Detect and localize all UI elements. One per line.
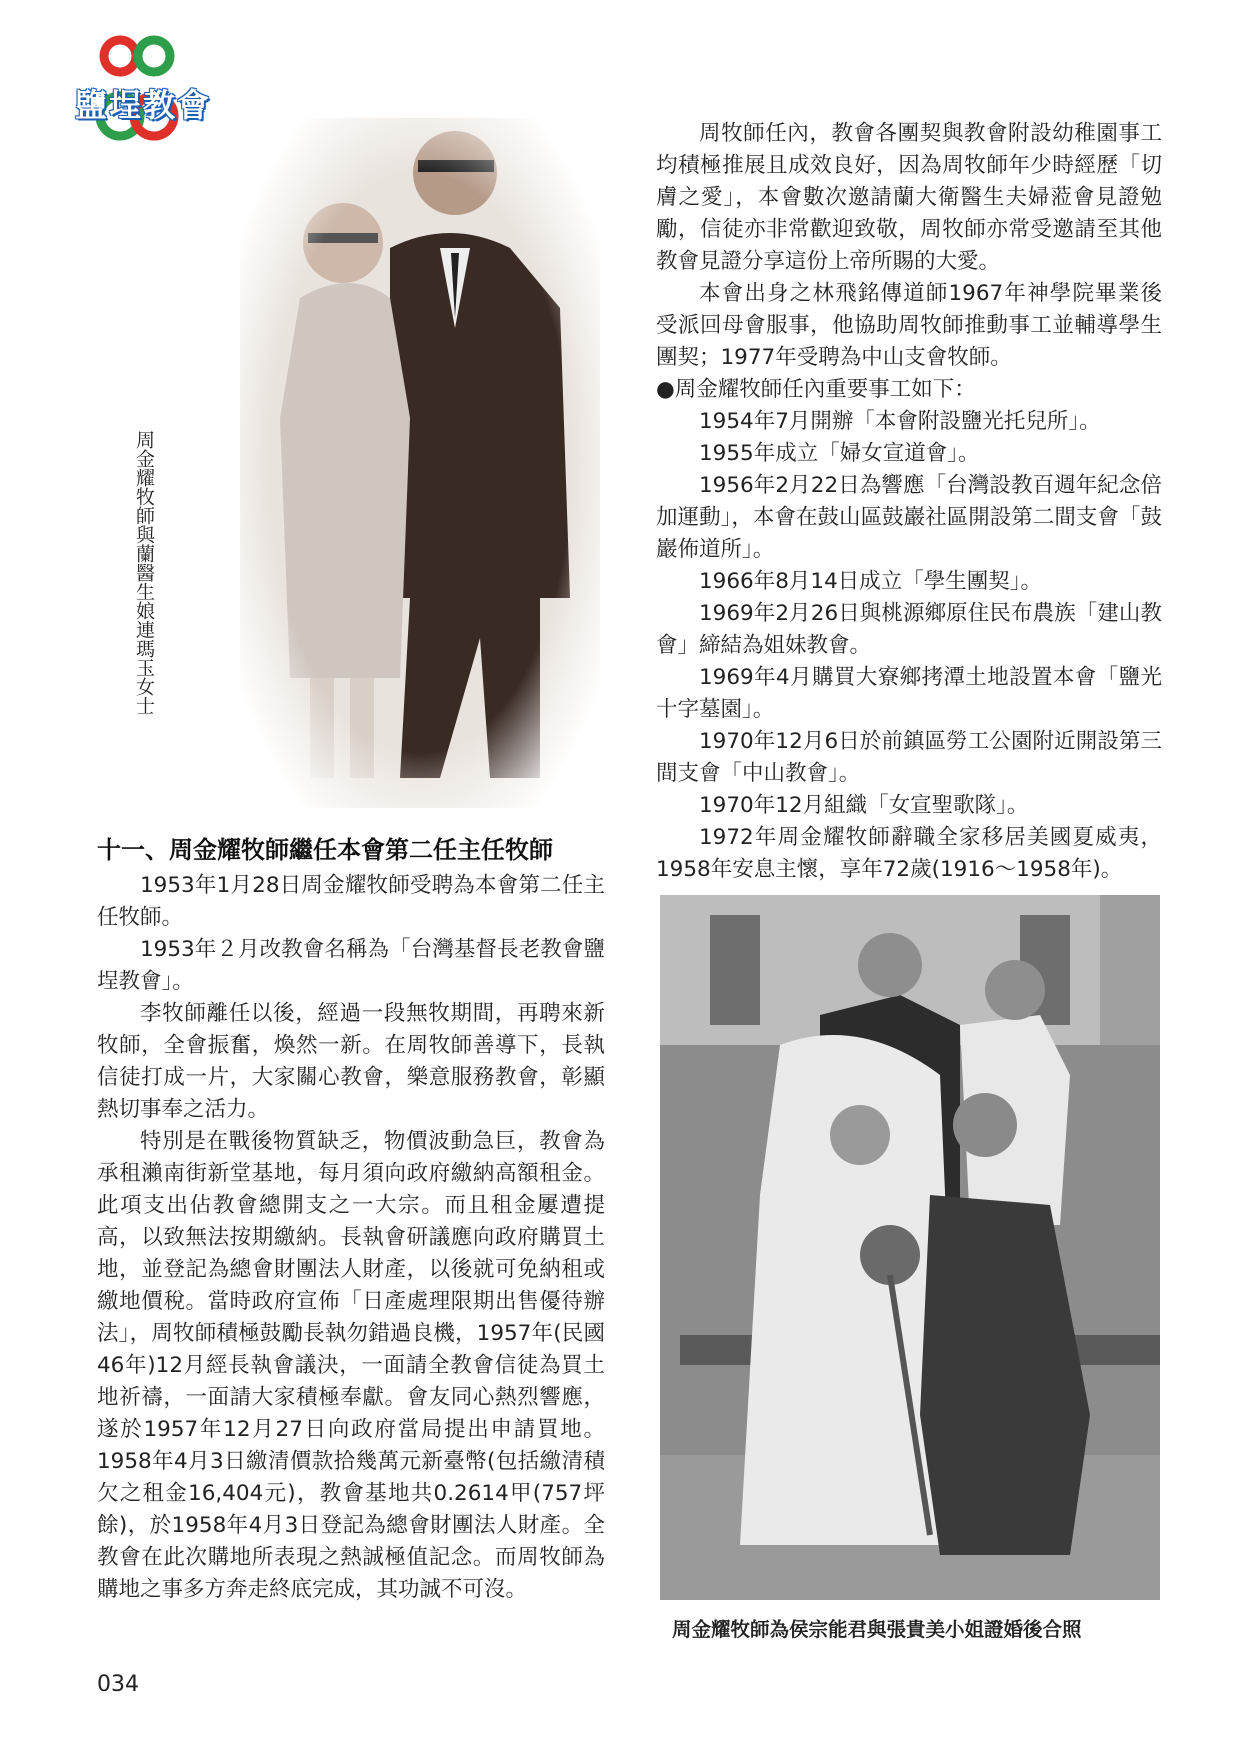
list-item: 1969年4月購買大寮鄉拷潭土地設置本會「鹽光十字墓園」。 bbox=[656, 665, 1162, 722]
paragraph: 1953年1月28日周金耀牧師受聘為本會第二任主任牧師。 bbox=[97, 873, 605, 930]
list-item: 1970年12月6日於前鎮區勞工公園附近開設第三間支會「中山教會」。 bbox=[656, 729, 1162, 786]
right-column bbox=[656, 118, 1162, 886]
list-item: 1966年8月14日成立「學生團契」。 bbox=[699, 569, 1043, 594]
wedding-photo bbox=[660, 895, 1160, 1600]
section-heading: 十一、周金耀牧師繼任本會第二任主任牧師 bbox=[97, 836, 553, 864]
list-item: 1972年周金耀牧師辭職全家移居美國夏威夷，1958年安息主懷，享年72歲(1916～1958年)。 bbox=[656, 825, 1162, 882]
couple-photo bbox=[240, 118, 600, 808]
list-item: 1956年2月22日為響應「台灣設教百週年紀念倍加運動」，本會在鼓山區鼓巖社區開設第二間支會「鼓巖佈道所」。 bbox=[656, 473, 1162, 562]
list-item: 1954年7月開辦「本會附設鹽光托兒所」。 bbox=[699, 409, 1101, 434]
paragraph: 1953年２月改教會名稱為「台灣基督長老教會鹽埕教會」。 bbox=[97, 937, 605, 994]
paragraph: 特別是在戰後物質缺乏，物價波動急巨，教會為承租瀨南街新堂基地，每月須向政府繳納高額租金。此項支出佔教會總開支之一大宗。而且租金屢遭提高，以致無法按期繳納。長執會研議應向政府購買土地，並登記為總會財團法人財產，以後就可免納租或繳地價稅。當時政府宣佈「日產處理限期出售優待辦法」，周牧師積極鼓勵長執勿錯過良機，1957年(民國46年)12月經長執會議決，一面請全教會信徒為買土地祈禱，一面請大家積極奉獻。會友同心熱烈響應，遂於1957年12月27日向政府當局提出申請買地。1958年4月3日繳清價款拾幾萬元新臺幣(包括繳清積欠之租金16,404元)，教會基地共0.2614甲(757坪餘)，於1958年4月3日登記為總會財團法人財產。全教會在此次購地所表現之熱誠極值記念。而周牧師為購地之事多方奔走終底完成，其功誠不可沒。 bbox=[97, 1129, 605, 1602]
list-item: 1955年成立「婦女宣道會」。 bbox=[699, 441, 980, 466]
logo-text: 鹽埕教會 bbox=[74, 86, 211, 124]
church-logo bbox=[58, 34, 228, 144]
list-item: 1970年12月組織「女宣聖歌隊」。 bbox=[699, 793, 1029, 818]
couple-photo-caption: 周金耀牧師與蘭醫生娘連瑪玉女士 bbox=[133, 430, 155, 715]
paragraph: 本會出身之林飛銘傳道師1967年神學院畢業後受派回母會服事，他協助周牧師推動事工並輔導學生團契；1977年受聘為中山支會牧師。 bbox=[656, 281, 1162, 370]
paragraph: 周牧師任內，教會各團契與教會附設幼稚園事工均積極推展且成效良好，因為周牧師年少時經歷「切膚之愛」，本會數次邀請蘭大衛醫生夫婦蒞會見證勉勵，信徒亦非常歡迎致敬，周牧師亦常受邀請至其他教會見證分享這份上帝所賜的大愛。 bbox=[656, 121, 1162, 274]
wedding-photo-caption: 周金耀牧師為侯宗能君與張貴美小姐證婚後合照 bbox=[672, 1618, 1082, 1641]
list-heading: ●周金耀牧師任內重要事工如下： bbox=[656, 377, 976, 402]
paragraph: 李牧師離任以後，經過一段無牧期間，再聘來新牧師，全會振奮，煥然一新。在周牧師善導下，長執信徒打成一片，大家關心教會，樂意服務教會，彰顯熱切事奉之活力。 bbox=[97, 1001, 605, 1122]
page-number: 034 bbox=[97, 1672, 139, 1697]
list-item: 1969年2月26日與桃源鄉原住民布農族「建山教會」締結為姐妹教會。 bbox=[656, 601, 1162, 658]
left-column bbox=[97, 870, 605, 1606]
